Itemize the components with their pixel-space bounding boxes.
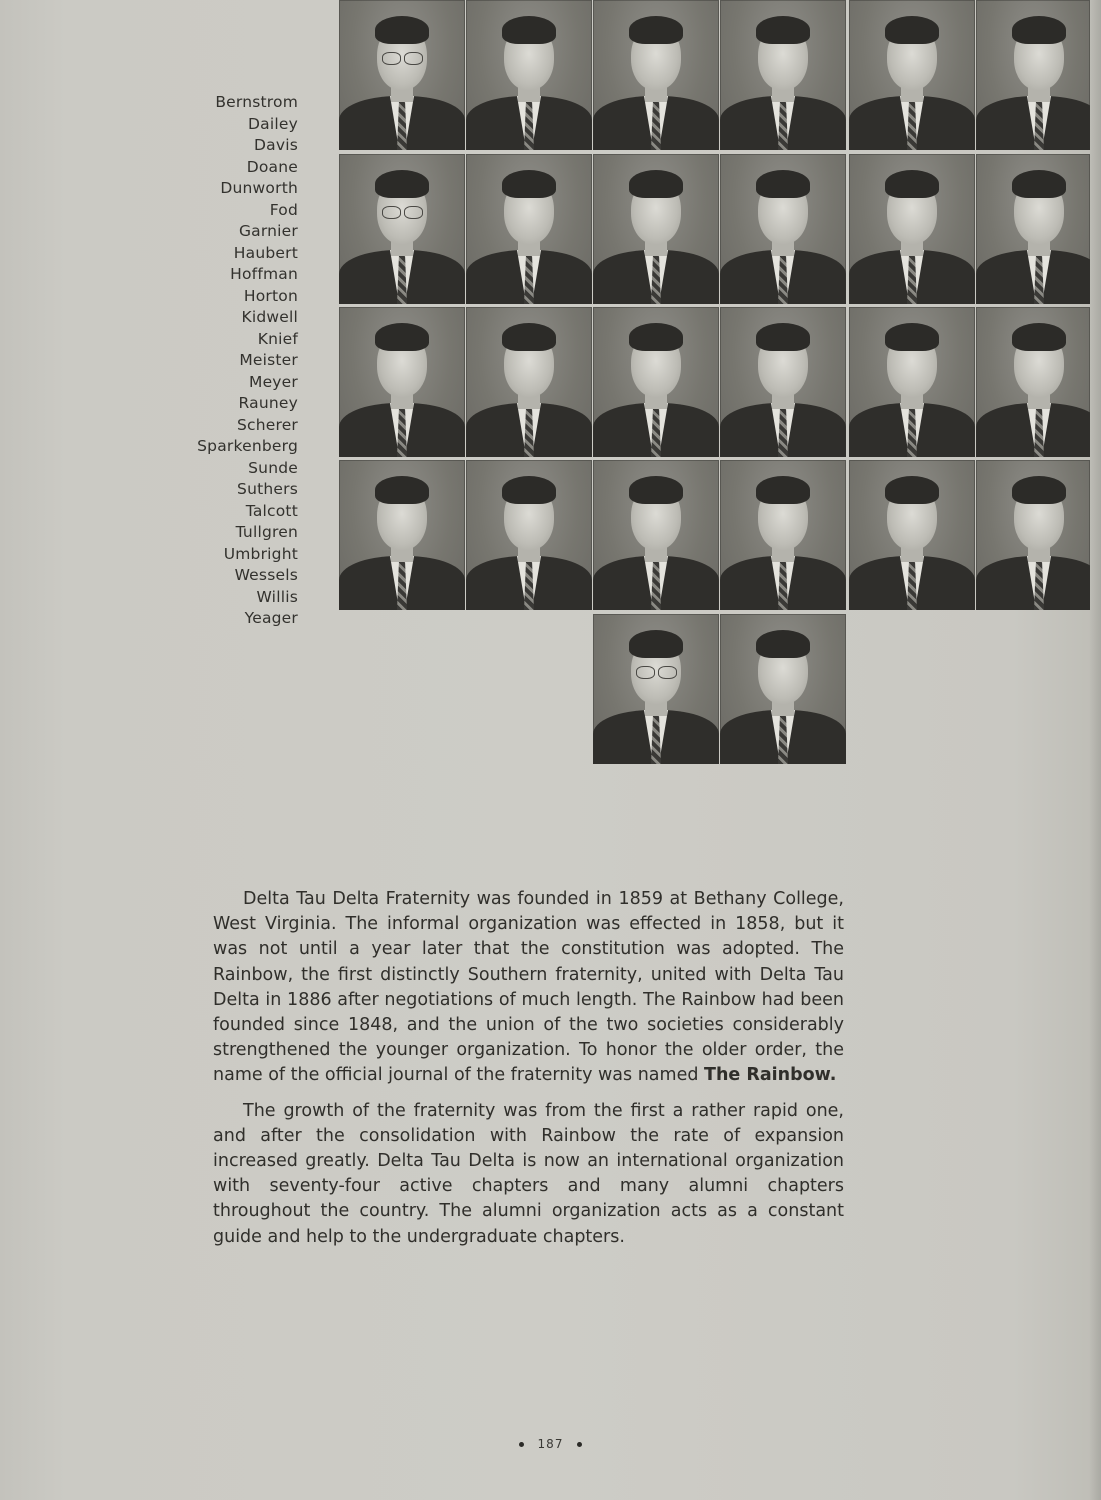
member-name: Scherer — [236, 415, 298, 434]
portrait-photo — [720, 460, 846, 610]
portrait-photo — [593, 154, 719, 304]
member-name: Doane — [246, 157, 298, 176]
member-name-list — [150, 92, 298, 630]
member-name: Bernstrom — [215, 93, 298, 111]
portrait-photo — [976, 307, 1090, 457]
portrait-photo — [339, 154, 465, 304]
member-name: Dunworth — [220, 179, 298, 197]
paragraph-founding — [213, 887, 844, 1089]
portrait-photo — [720, 614, 846, 764]
portrait-photo — [466, 0, 592, 150]
portrait-photo — [849, 0, 975, 150]
portrait-photo — [466, 307, 592, 457]
portrait-photo — [720, 307, 846, 457]
member-name: Wessels — [234, 566, 298, 584]
paragraph-founding-text: Delta Tau Delta Fraternity was founded in 1859 at Bethany College, West Virginia. The informal organization was effected in 1858, but it was not until a year later that the constitution was adopted. The Rainbow, the first distinctly Southern fraternity, united with Delta Tau Delta in 1886 after negotiations of much length. The Rainbow had been founded since 1848, and the union of the two societies considerably strengthened the younger organization. To honor the older order, the name of the official journal of the fraternity was named — [213, 889, 844, 1086]
portrait-photo — [976, 460, 1090, 610]
portrait-photo — [466, 460, 592, 610]
member-name: Talcott — [245, 501, 298, 520]
member-name: Tullgren — [235, 523, 298, 541]
member-name: Hoffman — [230, 265, 298, 283]
portrait-photo — [720, 0, 846, 150]
portrait-photo — [976, 0, 1090, 150]
portrait-photo — [849, 154, 975, 304]
member-name: Suthers — [237, 480, 298, 498]
page-number: 187 — [537, 1437, 564, 1451]
portrait-photo — [466, 154, 592, 304]
member-name: Garnier — [238, 222, 298, 240]
member-name: Fod — [269, 200, 298, 219]
member-name: Kidwell — [241, 308, 298, 326]
member-name: Davis — [254, 136, 298, 154]
member-name: Umbright — [223, 544, 298, 563]
member-name: Knief — [257, 329, 298, 348]
member-name: Horton — [243, 286, 298, 305]
bullet-icon — [577, 1442, 582, 1447]
member-name: Rauney — [238, 394, 298, 412]
portrait-photo — [593, 614, 719, 764]
portrait-photo — [976, 154, 1090, 304]
member-name: Willis — [256, 587, 298, 606]
member-name: Meister — [239, 351, 298, 369]
member-name: Yeager — [244, 609, 298, 627]
portrait-photo — [593, 460, 719, 610]
portrait-photo — [593, 307, 719, 457]
chapter-history-text — [213, 887, 844, 1260]
portrait-photo — [339, 0, 465, 150]
portrait-photo — [849, 307, 975, 457]
journal-name: The Rainbow. — [704, 1065, 837, 1086]
member-name: Haubert — [233, 243, 298, 262]
portrait-photo — [339, 307, 465, 457]
member-name: Dailey — [248, 114, 298, 133]
portrait-photo — [593, 0, 719, 150]
bullet-icon — [519, 1442, 524, 1447]
member-name: Sunde — [248, 458, 298, 477]
portrait-photo — [339, 460, 465, 610]
member-name: Meyer — [249, 372, 298, 391]
paragraph-growth: The growth of the fraternity was from the first a rather rapid one, and after the consolidation with Rainbow the rate of expansion increased greatly. Delta Tau Delta is now an international organization with seventy-four active chapters and many alumni chapters throughout the country. The alumni organization acts as a constant guide and help to the undergraduate chapters. — [213, 1100, 844, 1247]
portrait-photo — [849, 460, 975, 610]
portrait-photo — [720, 154, 846, 304]
page-edge-shadow — [1089, 0, 1101, 1500]
member-name: Sparkenberg — [197, 437, 298, 455]
page-footer — [0, 1437, 1101, 1451]
